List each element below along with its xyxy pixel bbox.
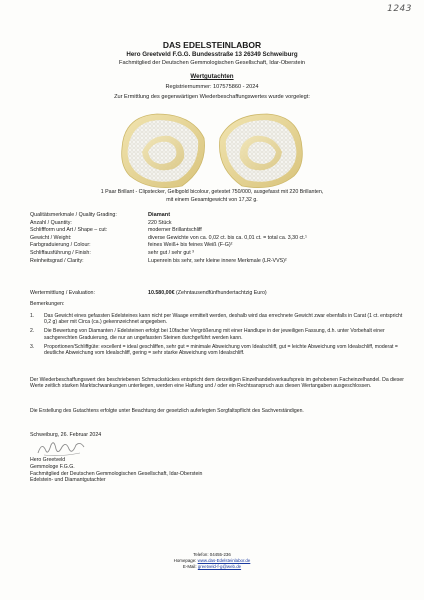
signature-block xyxy=(30,457,202,484)
valuation-amount: 10.580,00€ xyxy=(148,290,175,296)
quality-value: Lupenrein bis sehr, sehr kleine innere Merkmale (LR-VVS)² xyxy=(148,257,287,264)
quality-row-quantity xyxy=(30,220,410,228)
quality-header-label: Qualitätsmerkmale / Quality Grading: xyxy=(30,212,117,218)
quality-header-row xyxy=(30,212,410,220)
quality-label: Schliffausführung / Finish: xyxy=(30,249,91,256)
left-earring xyxy=(122,114,205,188)
lab-title: DAS EDELSTEINLABOR xyxy=(162,40,262,50)
valuation-label: Wertermittlung / Evaluation: xyxy=(30,290,95,296)
quality-row-colour xyxy=(30,242,410,250)
quality-value: moderner Brillantschliff xyxy=(148,227,202,234)
item-description xyxy=(0,188,424,204)
quality-value: diverse Gewichte von ca. 0,02 ct. bis ca. 0,01 ct. = total ca. 3,30 ct.¹ xyxy=(148,234,307,241)
email-label: E-Mail: xyxy=(182,564,198,569)
quality-label: Schliffform und Art / Shape – cut: xyxy=(30,227,108,234)
quality-label: Gewicht / Weight: xyxy=(30,234,72,241)
remark-item xyxy=(30,344,406,357)
footer xyxy=(0,552,424,570)
footer-email xyxy=(0,564,424,570)
remark-item xyxy=(30,313,406,326)
handwritten-signature xyxy=(36,437,86,459)
email-link[interactable]: greetveld-f-g@web.de xyxy=(197,564,242,569)
quality-header-value: Diamant xyxy=(148,212,171,218)
description-line-1: 1 Paar Brillant - Clipstecker, Gelbgold bicolour, getestet 750/000, ausgefasst mit 220 Brillanten, xyxy=(100,189,324,195)
quality-row-clarity xyxy=(30,258,410,266)
signer-name: Hero Greetveld xyxy=(30,457,66,463)
replacement-value-paragraph: Der Wiederbeschaffungswert des beschriebenen Schmuckstückes entspricht dem derzeitigen Einzelhandelsverkaufspreis im gehobenen Facheinzelhandel. Da dieser Werte zeitlich starken Marktschwankungen unterliegen, werden eine Haftung und / oder ein Rechtsanspruch aus diesen Wertangaben ausgeschlossen. xyxy=(30,377,404,390)
handwritten-number: 1243 xyxy=(387,4,412,14)
document-type: Wertgutachten xyxy=(190,73,234,80)
quality-row-finish xyxy=(30,250,410,258)
valuation-words: (Zehntausendfünfhundertachtzig Euro) xyxy=(176,290,267,296)
right-earring xyxy=(219,114,302,188)
lab-membership: Fachmitglied der Deutschen Gemmologischen Gesellschaft, Idar-Oberstein xyxy=(119,60,305,66)
valuation-value xyxy=(148,290,267,296)
remark-number: 2. xyxy=(30,328,35,335)
quality-row-shape xyxy=(30,227,410,235)
registry-number: Registriernummer: 107575860 - 2024 xyxy=(165,84,259,90)
signer-membership: Fachmitglied der Deutschen Gemmologischen Gesellschaft, Idar-Oberstein xyxy=(30,470,203,477)
footer-phone: Telefon: 04455-236 xyxy=(193,552,231,557)
signer-title: Edelstein- und Diamantgutachter xyxy=(30,477,106,484)
remark-text: Die Bewertung von Diamanten / Edelsteinen erfolgt bei 10facher Vergrößerung mit einer Handlupe in der jeweiligen Fassung, d.h. unter Vorbehalt einer sachgerechten Graduierung, die nur an ungefassten Steinen durchgeführt werden kann. xyxy=(44,328,385,341)
remarks-list xyxy=(30,313,406,359)
place-date: Schweiburg, 26. Februar 2024 xyxy=(30,432,102,438)
quality-label: Reinheitsgrad / Clarity: xyxy=(30,257,84,264)
remark-text: Proportionen/Schliffgüte: excellent = ideal geschliffen, sehr gut = minimale Abweichung vom Idealschliff, gut = leichte Abweichung vom Idealschliff, moderat = deutliche Abweichung vom Idealschliff, gering = sehr starke Abweichung vom Idealschliff. xyxy=(44,343,398,357)
quality-row-weight xyxy=(30,235,410,243)
remark-number: 1. xyxy=(30,313,35,319)
description-line-2: mit einem Gesamtgewicht von 17,32 g. xyxy=(166,197,258,203)
intro-text: Zur Ermittlung des gegenwärtigen Wiederbeschaffungswertes wurde vorgelegt: xyxy=(114,94,310,100)
homepage-link[interactable]: www.das-Edelsteinlabor.de xyxy=(197,558,251,563)
remark-number: 3. xyxy=(30,343,35,350)
lab-address: Hero Greetveld F.G.G. Bundesstraße 13 26349 Schweiburg xyxy=(126,51,298,58)
quality-label: Anzahl / Quantity: xyxy=(30,219,72,226)
remark-item xyxy=(30,328,406,341)
valuation-row xyxy=(30,290,410,296)
homepage-label: Homepage: xyxy=(173,558,198,563)
earrings-photo xyxy=(112,108,312,194)
quality-grading-table xyxy=(30,212,410,265)
due-diligence-paragraph: Die Erstellung des Gutachtens erfolgte unter Beachtung der gesetzlich auferlegten Sorgfaltspflicht des Sachverständigen. xyxy=(30,408,304,414)
quality-value: feines Weiß+ bis feines Weiß (F-G)² xyxy=(148,242,233,249)
remark-text: Das Gewicht eines gefassten Edelsteines kann nicht per Waage ermittelt werden, deshalb wird das errechnete Gewicht zwar ebenfalls in Carat (1 ct. entspricht 0,2 g) aber mit Circa (ca.) gekennzeichnet angegeben. xyxy=(44,313,403,326)
quality-value: sehr gut / sehr gut ³ xyxy=(148,249,194,256)
remarks-heading: Bemerkungen: xyxy=(30,301,65,307)
signer-role: Gemmologe F.G.G. xyxy=(30,463,75,470)
quality-label: Farbgraduierung / Colour: xyxy=(30,242,91,249)
quality-value: 220 Stück xyxy=(148,219,172,226)
